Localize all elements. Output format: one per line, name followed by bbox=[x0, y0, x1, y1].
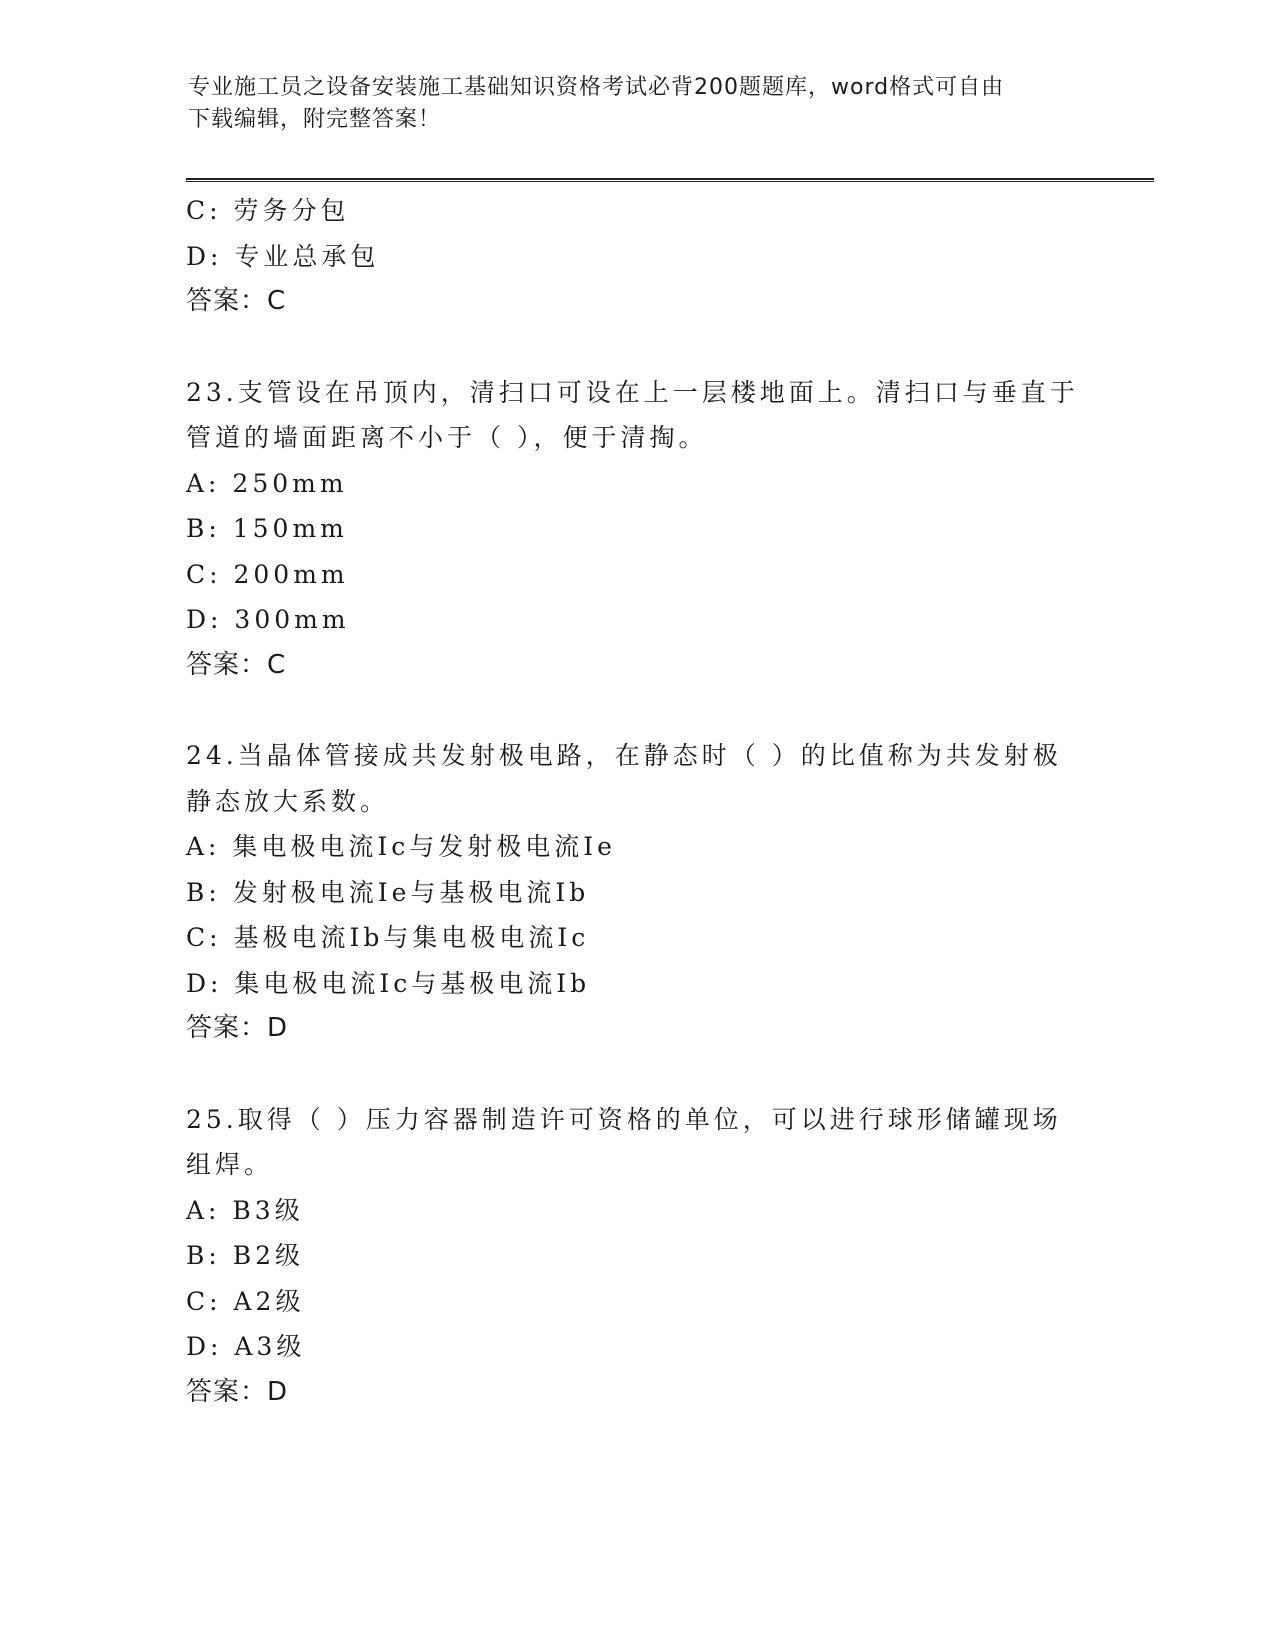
option-c: C: 200mm bbox=[186, 559, 349, 589]
answer-line: 答案：D bbox=[186, 1013, 289, 1043]
spacer bbox=[186, 325, 1086, 370]
answer-line: 答案：C bbox=[186, 649, 287, 680]
option-c: C: A2级 bbox=[186, 1286, 305, 1316]
option-b: B: B2级 bbox=[186, 1241, 305, 1270]
option-b: B: 150mm bbox=[186, 514, 348, 543]
option-b: B: 发射极电流Ie与基极电流Ib bbox=[186, 877, 590, 907]
question-23 bbox=[186, 370, 1086, 689]
option-d: D: 集电极电流Ic与基极电流Ib bbox=[186, 968, 591, 998]
option-a: A: 集电极电流Ic与发射极电流Ie bbox=[186, 832, 616, 861]
question-24 bbox=[186, 733, 1086, 1052]
answer-line: 答案：D bbox=[186, 1376, 289, 1407]
question-stem-line-2: 静态放大系数。 bbox=[186, 786, 390, 816]
option-d: D: 专业总承包 bbox=[186, 241, 380, 271]
question-stem-line-2: 管道的墙面距离不小于（ ），便于清掏。 bbox=[186, 423, 708, 452]
question-25 bbox=[186, 1097, 1086, 1416]
option-a: A: B3级 bbox=[186, 1195, 304, 1225]
spacer bbox=[186, 688, 1086, 733]
header-title-line-2: 下载编辑，附完整答案！ bbox=[188, 107, 442, 132]
header-divider bbox=[186, 178, 1154, 182]
document-header bbox=[188, 72, 1068, 136]
question-stem-line-2: 组焊。 bbox=[186, 1150, 274, 1179]
question-stem-line-1: 25.取得（ ）压力容器制造许可资格的单位，可以进行球形储罐现场 bbox=[186, 1104, 1062, 1134]
question-22-tail bbox=[186, 188, 1086, 325]
option-c: C: 基极电流Ib与集电极电流Ic bbox=[186, 923, 590, 952]
question-stem-line-1: 23.支管设在吊顶内，清扫口可设在上一层楼地面上。清扫口与垂直于 bbox=[186, 377, 1079, 407]
option-c: C: 劳务分包 bbox=[186, 196, 350, 225]
question-stem-line-1: 24.当晶体管接成共发射极电路，在静态时（ ）的比值称为共发射极 bbox=[186, 741, 1062, 770]
spacer bbox=[186, 1052, 1086, 1097]
option-d: D: 300mm bbox=[186, 605, 350, 634]
answer-line: 答案：C bbox=[186, 286, 287, 316]
question-list bbox=[186, 188, 1086, 1415]
option-a: A: 250mm bbox=[186, 468, 348, 498]
option-d: D: A3级 bbox=[186, 1332, 306, 1361]
header-title-line-1: 专业施工员之设备安装施工基础知识资格考试必背200题题库，word格式可自由 bbox=[188, 75, 1005, 100]
